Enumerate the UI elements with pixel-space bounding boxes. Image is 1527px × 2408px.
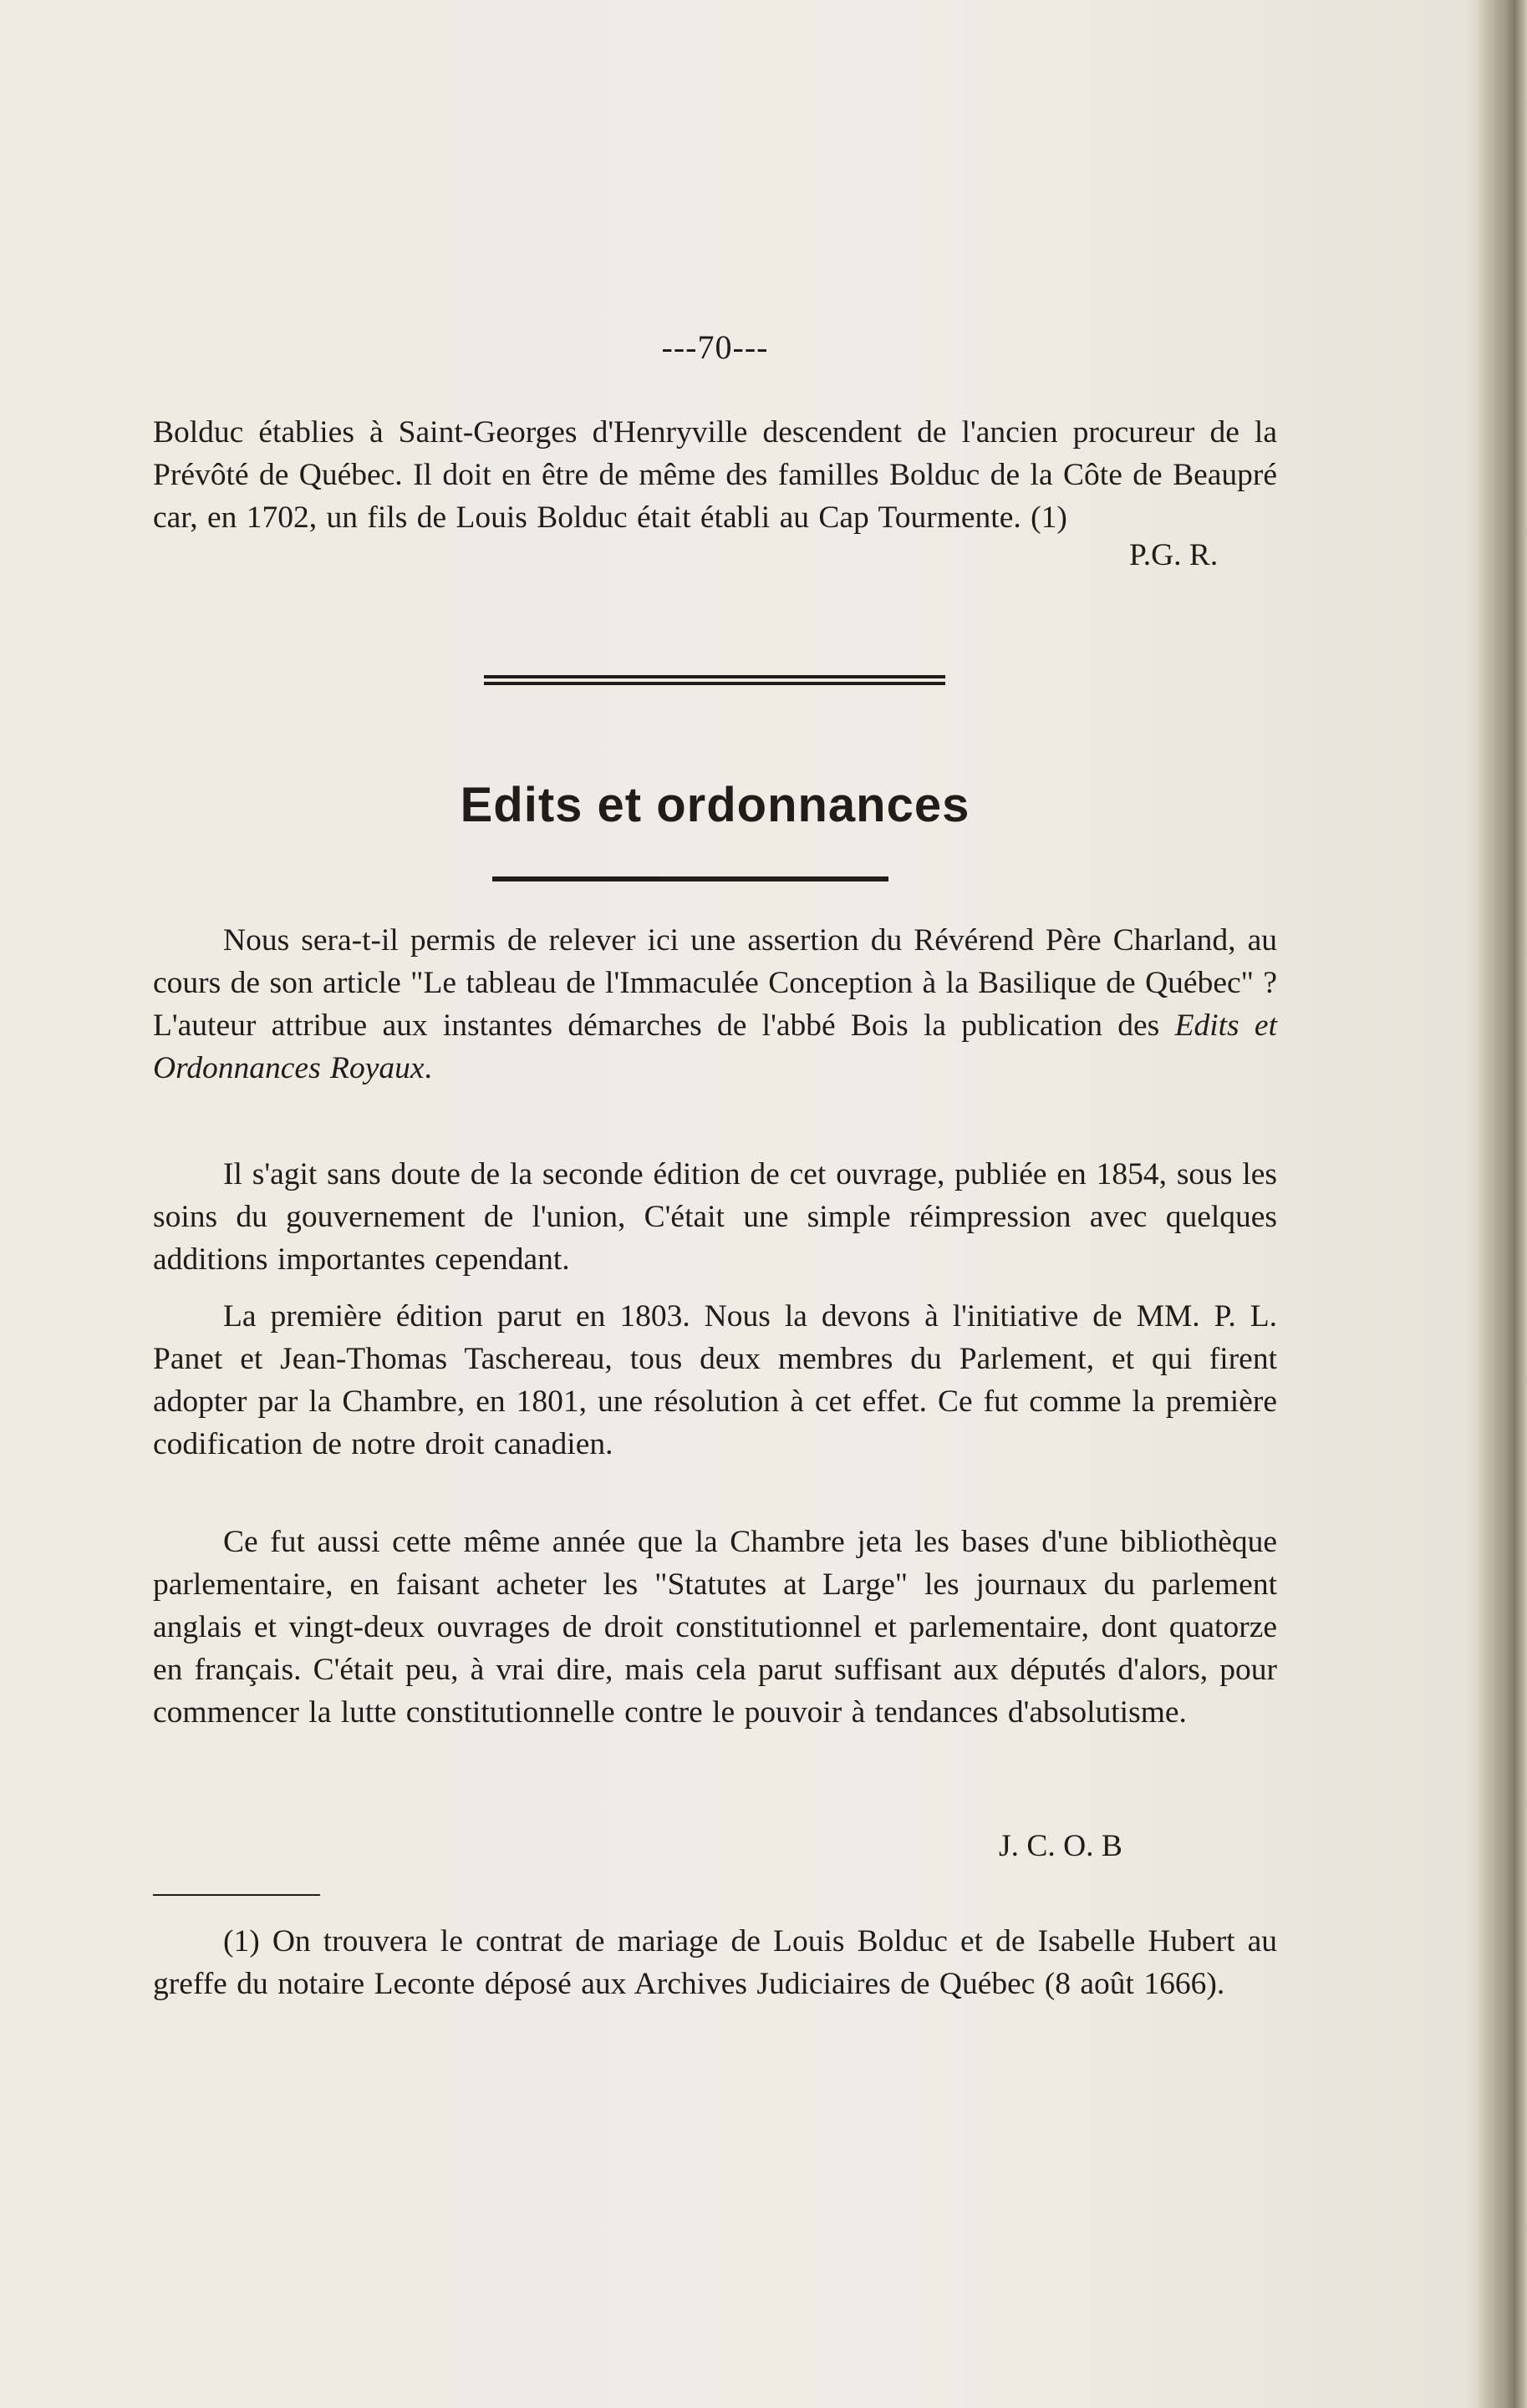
footnote-text: (1) On trouvera le contrat de mariage de Louis Bolduc et de Isabelle Hubert au greffe du notaire Leconte déposé aux Archives Judiciaires de Québec (8 août 1666). bbox=[153, 1924, 1277, 2001]
section-heading: Edits et ordonnances bbox=[460, 778, 970, 832]
page-number: ---70--- bbox=[661, 328, 769, 366]
paragraph-4 bbox=[153, 1521, 1277, 1734]
intro-paragraph-text: Bolduc établies à Saint-Georges d'Henryville descendent de l'ancien procureur de la Prévôté de Québec. Il doit en être de même des familles Bolduc de la Côte de Beaupré car, en 1702, un fils de Louis Bolduc était établi au Cap Tourmente. (1) bbox=[153, 415, 1277, 535]
paragraph-1-text: Nous sera-t-il permis de relever ici une assertion du Révérend Père Charland, au cours de son article "Le tableau de l'Immaculée Conception à la Basilique de Québec" ? L'auteur attribue aux instantes démarches de l'abbé Bois la publication des bbox=[153, 923, 1277, 1043]
footnote bbox=[153, 1920, 1277, 2005]
intro-paragraph bbox=[153, 411, 1277, 539]
paragraph-1-italic-title: Edits et Ordonnances Royaux bbox=[153, 1008, 1277, 1085]
paragraph-1-end: . bbox=[424, 1051, 432, 1085]
intro-signature: P.G. R. bbox=[1129, 538, 1219, 572]
paragraph-4-text: Ce fut aussi cette même année que la Chambre jeta les bases d'une bibliothèque parlementaire, en faisant acheter les "Statutes at Large" les journaux du parlement anglais et vingt-deux ouvrages de droit constitutionnel et parlementaire, dont quatorze en français. C'était peu, à vrai dire, mais cela parut suffisant aux députés d'alors, pour commencer la lutte constitutionnelle contre le pouvoir à tendances d'absolutisme. bbox=[153, 1525, 1277, 1730]
paragraph-2 bbox=[153, 1153, 1277, 1281]
page-edge-shadow bbox=[1477, 0, 1527, 2408]
paragraph-1 bbox=[153, 919, 1277, 1090]
paragraph-2-text: Il s'agit sans doute de la seconde édition de cet ouvrage, publiée en 1854, sous les soins du gouvernement de l'union, C'était une simple réimpression avec quelques additions importantes cependant. bbox=[153, 1157, 1277, 1277]
paragraph-3-text: La première édition parut en 1803. Nous la devons à l'initiative de MM. P. L. Panet et Jean-Thomas Taschereau, tous deux membres du Parlement, et qui firent adopter par la Chambre, en 1801, une résolution à cet effet. Ce fut comme la première codification de notre droit canadien. bbox=[153, 1299, 1277, 1461]
footnote-rule bbox=[153, 1894, 320, 1896]
article-signature: J. C. O. B bbox=[999, 1829, 1122, 1863]
paragraph-3 bbox=[153, 1295, 1277, 1466]
heading-underline bbox=[492, 876, 888, 881]
section-divider bbox=[484, 675, 945, 685]
